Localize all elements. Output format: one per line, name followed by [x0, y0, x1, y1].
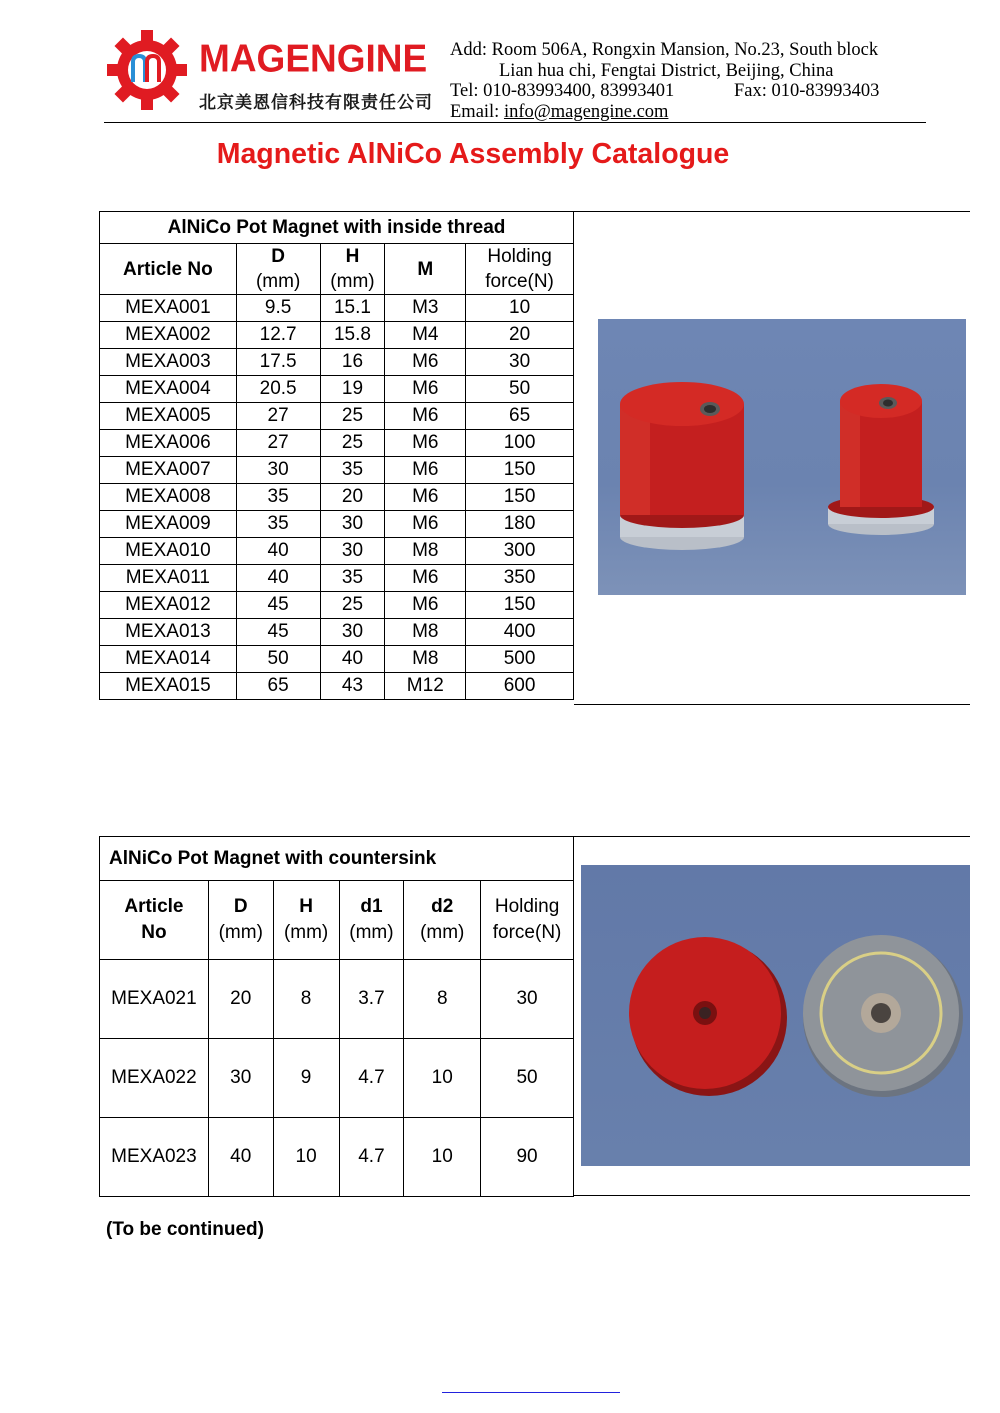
table-cell: MEXA007: [100, 457, 237, 484]
table-cell: MEXA014: [100, 646, 237, 673]
table-row: [100, 349, 574, 376]
fax: Fax: 010-83993403: [734, 81, 880, 101]
table-cell: M8: [385, 619, 466, 646]
table-cell: 3.7: [339, 960, 404, 1039]
table-cell: 17.5: [236, 349, 320, 376]
product-photo-countersink: [581, 865, 970, 1166]
table-row: [100, 538, 574, 565]
table-cell: 45: [236, 592, 320, 619]
header-article: Article No: [100, 881, 209, 960]
table-cell: 40: [320, 646, 385, 673]
brand-name: MAGENGINE: [199, 36, 428, 80]
table-cell: MEXA001: [100, 295, 237, 322]
header-h: H (mm): [320, 244, 385, 295]
header-article: Article No: [100, 244, 237, 295]
table-cell: 19: [320, 376, 385, 403]
brand-name-chinese: 北京美恩信科技有限责任公司: [199, 93, 433, 113]
table-cell: MEXA009: [100, 511, 237, 538]
header-divider: [104, 122, 926, 123]
table-cell: M12: [385, 673, 466, 700]
table-cell: M6: [385, 349, 466, 376]
table-row: [100, 403, 574, 430]
table-caption: AlNiCo Pot Magnet with inside thread: [100, 212, 574, 244]
email-link[interactable]: info@magengine.com: [503, 101, 669, 122]
table-cell: 8: [273, 960, 339, 1039]
page-title: Magnetic AlNiCo Assembly Catalogue: [216, 138, 730, 170]
table-cell: 12.7: [236, 322, 320, 349]
table-row: [100, 457, 574, 484]
email-row: [450, 102, 950, 123]
company-logo: [105, 28, 445, 118]
table-cell: 10: [466, 295, 574, 322]
table-row: [100, 322, 574, 349]
table-cell: MEXA010: [100, 538, 237, 565]
table-cell: 65: [466, 403, 574, 430]
table-cell: 10: [404, 1118, 481, 1197]
table-caption: AlNiCo Pot Magnet with countersink: [100, 837, 574, 881]
header-d: D (mm): [208, 881, 273, 960]
table-cell: MEXA002: [100, 322, 237, 349]
table-cell: M6: [385, 565, 466, 592]
table-cell: 27: [236, 430, 320, 457]
table-cell: MEXA008: [100, 484, 237, 511]
table-cell: 20: [208, 960, 273, 1039]
table-row: [100, 646, 574, 673]
table-row: [100, 484, 574, 511]
pot-magnets-image: [598, 319, 966, 595]
table-cell: 45: [236, 619, 320, 646]
address-line-1: Add: Room 506A, Rongxin Mansion, No.23, South block: [450, 40, 879, 60]
table-cell: M3: [385, 295, 466, 322]
table-row: [100, 565, 574, 592]
product-photo-inside-thread: [598, 319, 966, 595]
table-cell: 180: [466, 511, 574, 538]
table-cell: 65: [236, 673, 320, 700]
table-cell: M6: [385, 457, 466, 484]
table-row: [100, 295, 574, 322]
table-cell: 30: [466, 349, 574, 376]
table-cell: MEXA006: [100, 430, 237, 457]
table-cell: M6: [385, 511, 466, 538]
table-cell: 20.5: [236, 376, 320, 403]
address-line-2: Lian hua chi, Fengtai District, Beijing, China: [499, 60, 834, 81]
table-cell: 15.1: [320, 295, 385, 322]
table-cell: M6: [385, 403, 466, 430]
table-cell: 40: [236, 565, 320, 592]
table-cell: 15.8: [320, 322, 385, 349]
table-cell: 600: [466, 673, 574, 700]
table-cell: M6: [385, 592, 466, 619]
table-cell: MEXA023: [100, 1118, 209, 1197]
table-cell: 16: [320, 349, 385, 376]
table-cell: 35: [236, 484, 320, 511]
table-cell: 30: [481, 960, 574, 1039]
table-cell: MEXA004: [100, 376, 237, 403]
table-row: [100, 511, 574, 538]
table-cell: 20: [320, 484, 385, 511]
table-cell: 10: [273, 1118, 339, 1197]
to-be-continued: (To be continued): [106, 1219, 264, 1240]
table-cell: M6: [385, 430, 466, 457]
table-cell: MEXA005: [100, 403, 237, 430]
table-cell: 400: [466, 619, 574, 646]
table-cell: 9: [273, 1039, 339, 1118]
table-cell: 30: [320, 538, 385, 565]
countersink-table: [99, 836, 574, 1197]
table-cell: 43: [320, 673, 385, 700]
phone-row: [450, 81, 950, 102]
table-cell: 27: [236, 403, 320, 430]
email-label: Email:: [450, 101, 504, 122]
table-cell: 350: [466, 565, 574, 592]
table-row: [100, 592, 574, 619]
table-cell: 30: [320, 619, 385, 646]
table-cell: 9.5: [236, 295, 320, 322]
table-cell: 50: [481, 1039, 574, 1118]
table-cell: 25: [320, 592, 385, 619]
header-d1: d1 (mm): [339, 881, 404, 960]
table-row: [100, 430, 574, 457]
table-cell: 40: [208, 1118, 273, 1197]
table-cell: M6: [385, 484, 466, 511]
table-cell: 150: [466, 484, 574, 511]
tel: Tel: 010-83993400, 83993401: [450, 81, 675, 101]
table-cell: 30: [236, 457, 320, 484]
table-cell: 150: [466, 592, 574, 619]
table-cell: 100: [466, 430, 574, 457]
table-cell: MEXA021: [100, 960, 209, 1039]
table-row: [100, 960, 574, 1039]
header-d2: d2 (mm): [404, 881, 481, 960]
table-cell: MEXA022: [100, 1039, 209, 1118]
table-cell: 8: [404, 960, 481, 1039]
table-cell: 10: [404, 1039, 481, 1118]
table-cell: 90: [481, 1118, 574, 1197]
table-cell: MEXA012: [100, 592, 237, 619]
table-cell: 50: [236, 646, 320, 673]
table-row: [100, 673, 574, 700]
table-cell: M8: [385, 646, 466, 673]
gear-logo-icon: [105, 28, 189, 112]
table-cell: 25: [320, 430, 385, 457]
header-holding-force: Holding force(N): [466, 244, 574, 295]
table-cell: 35: [320, 457, 385, 484]
header-holding-force: Holding force(N): [481, 881, 574, 960]
footer-link-line: [442, 1392, 620, 1393]
table-cell: 300: [466, 538, 574, 565]
table-cell: MEXA003: [100, 349, 237, 376]
table-cell: 35: [320, 565, 385, 592]
header-m: M: [385, 244, 466, 295]
table-cell: 20: [466, 322, 574, 349]
table-cell: 500: [466, 646, 574, 673]
table-row: [100, 619, 574, 646]
countersink-magnets-image: [581, 865, 970, 1166]
table-cell: 25: [320, 403, 385, 430]
table-cell: 40: [236, 538, 320, 565]
table-cell: 150: [466, 457, 574, 484]
table-cell: MEXA013: [100, 619, 237, 646]
table-cell: 4.7: [339, 1039, 404, 1118]
table-cell: 4.7: [339, 1118, 404, 1197]
table-cell: MEXA015: [100, 673, 237, 700]
table-cell: 35: [236, 511, 320, 538]
table-cell: M4: [385, 322, 466, 349]
inside-thread-table: [99, 211, 574, 700]
header-d: D (mm): [236, 244, 320, 295]
table-cell: MEXA011: [100, 565, 237, 592]
header-h: H (mm): [273, 881, 339, 960]
table-row: [100, 1118, 574, 1197]
table-cell: M8: [385, 538, 466, 565]
table-cell: 50: [466, 376, 574, 403]
table-cell: 30: [208, 1039, 273, 1118]
table-row: [100, 376, 574, 403]
contact-block: [450, 40, 950, 122]
table-row: [100, 1039, 574, 1118]
table-cell: 30: [320, 511, 385, 538]
table-cell: M6: [385, 376, 466, 403]
